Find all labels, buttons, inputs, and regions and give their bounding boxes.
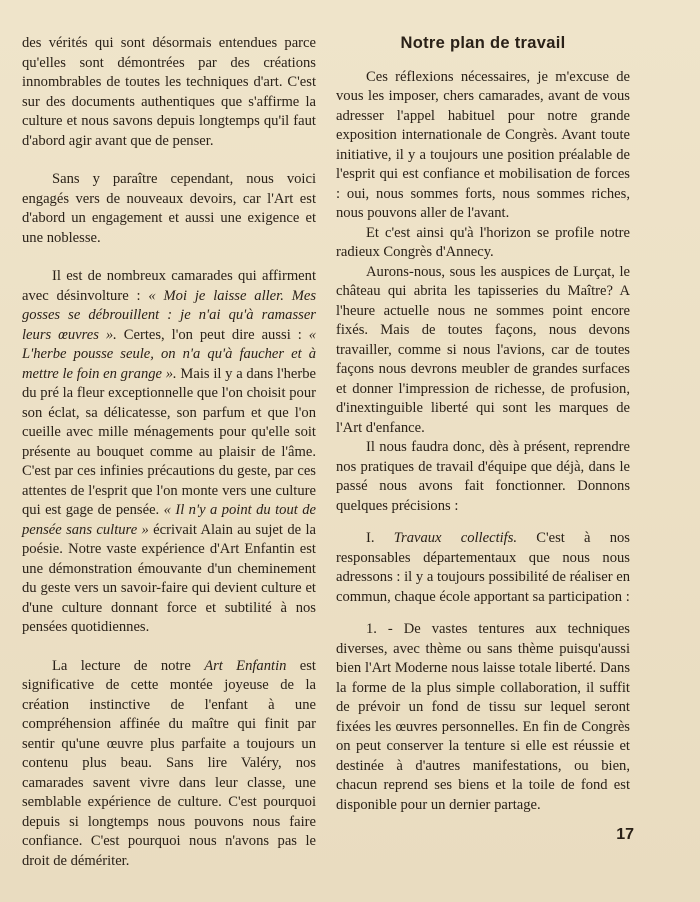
left-column — [22, 34, 316, 871]
section-heading: Notre plan de travail — [400, 34, 566, 52]
page-number: 17 — [616, 826, 634, 843]
paragraph: I. Travaux collectifs. C'est à nos responsables départementaux que nous nous adressons : il y a toujours possibilité de réaliser en commun, chaque école apportant sa participation : — [336, 530, 630, 605]
paragraph: des vérités qui sont désormais entendues parce qu'elles sont démontrées par des créations innombrables de toutes les techniques d'art. C'est sur des documents authentiques que s'affirme la culture et nous savons depuis longtemps qu'il faut d'abord agir avant que de penser. — [22, 35, 316, 149]
paragraph: Et c'est ainsi qu'à l'horizon se profile notre radieux Congrès d'Annecy. — [336, 224, 630, 260]
italic-phrase: Art Enfantin — [204, 657, 287, 674]
paragraph: La lecture de notre Art Enfantin est significative de cette montée joyeuse de la création instinctive de l'enfant à une compréhension affinée du maître qui finit par sentir qu'une œuvre plus parfaite a toujours un contenu plus beau. Sans lire Valéry, nos camarades savent vivre dans leur classe, une semblable expérience de culture. C'est pourquoi depuis si longtemps nous pouvons nous faire confiance. C'est pourquoi nous n'avons pas le droit de démériter. — [22, 657, 316, 869]
italic-phrase: « Il n'y a point du tout de pensée sans culture » — [22, 502, 317, 538]
right-column — [336, 34, 630, 815]
paragraph: Aurons-nous, sous les auspices de Lurçat, le château qui abrita les tapisseries du Maître? A l'heure actuelle nous ne sommes point encore fixés. Mais de toutes façons, nous devons travailler, comme si nous l'avions, car de toutes façons nous devrons meubler de grandes surfaces et donner l'impression de richesse, de profusion, d'inextinguible liberté qui sont les marques de l'Art d'enfance. — [336, 263, 630, 436]
italic-phrase: « L'herbe pousse seule, on n'a qu'à faucher et à mettre le foin en grange ». — [22, 326, 316, 382]
paragraph: Sans y paraître cependant, nous voici engagés vers de nouveaux devoirs, car l'Art est d'abord un engagement et aussi une exigence et une noblesse. — [22, 171, 316, 246]
italic-phrase: « Moi je laisse aller. Mes gosses se débrouillent : je n'ai qu'à ramasser leurs œuvres ». — [22, 287, 317, 343]
paragraph: Il nous faudra donc, dès à présent, reprendre nos pratiques de travail d'équipe que déjà, dans le passé nous avons fait fonctionner. Donnons quelques précisions : — [336, 439, 630, 514]
paragraph: Il est de nombreux camarades qui affirment avec désinvolture : « Moi je laisse aller. Mes gosses se débrouillent : je n'ai qu'à ramasser leurs œuvres ». Certes, l'on peut dire aussi : « L'herbe pousse seule, on n'a qu'à faucher et à mettre le foin en grange ». Mais il y a dans l'herbe du pré la fleur exceptionnelle que l'on choisit pour son éclat, sa délicatesse, son parfum et que l'on cueille avec mille ménagements pour qu'elle soit présente au bouquet comme au plaisir de l'âme. C'est par ces infinies précautions du geste, par ces attentes de l'esprit que l'on monte vers une culture qui est gage de pensée. « Il n'y a point du tout de pensée sans culture » écrivait Alain au sujet de la poésie. Notre vaste expérience d'Art Enfantin est une démonstration émouvante d'un cheminement du geste vers un savoir-faire qui devient culture et d'une culture donnant force et subtilité à nos pensées quotidiennes. — [22, 268, 317, 635]
paragraph: 1. - De vastes tentures aux techniques diverses, avec thème ou sans thème puisqu'aussi bien l'Art Moderne nous laisse totale liberté. Dans la forme de la plus simple collaboration, il suffit de prévoir un fond de tissu sur lequel seront fixées les œuvres personnelles. En fin de Congrès on peut conserver la tenture si elle est réussie et destinée à d'autres manifestations, ou bien, chacun reprend ses biens et la toile de fond est disponible pour un dernier partage. — [336, 621, 630, 813]
italic-phrase: Travaux collectifs. — [393, 530, 518, 546]
paragraph: Ces réflexions nécessaires, je m'excuse de vous les imposer, chers camarades, avant de vous adresser l'appel habituel pour notre grande exposition internationale de Congrès. Avant toute initiative, il y a toujours une position préalable de l'esprit qui est confiance et mobilisation de forces : oui, nous sommes forts, nous sommes riches, nous pouvons aller de l'avant. — [336, 68, 630, 221]
